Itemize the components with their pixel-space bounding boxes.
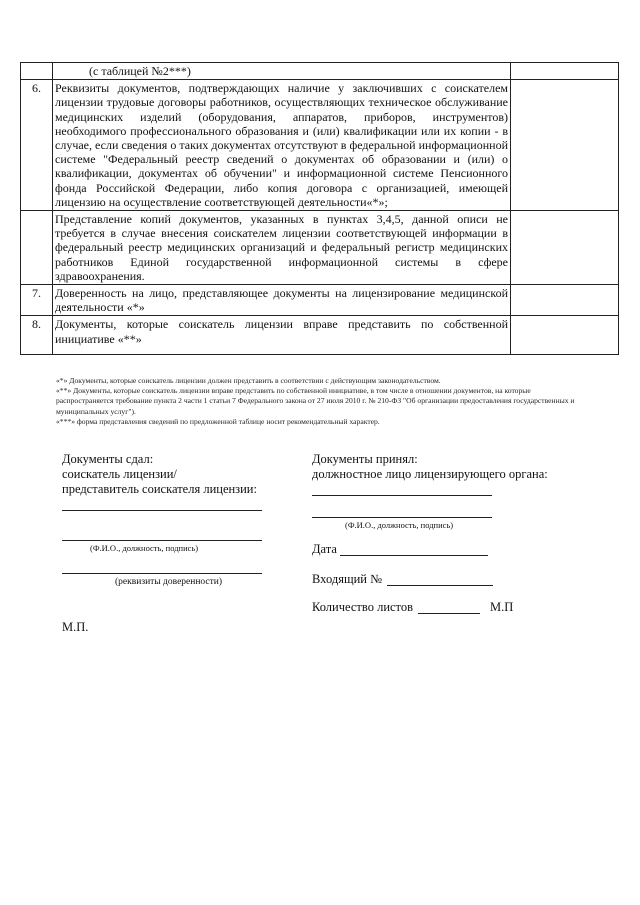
row-note-cell	[511, 63, 619, 80]
footnotes	[56, 376, 584, 427]
received-fio-line	[312, 517, 492, 518]
table-row	[21, 211, 619, 285]
received-incoming-line	[387, 585, 493, 586]
received-title: Документы принял:	[312, 452, 418, 466]
handed-proxy-line	[62, 573, 262, 574]
row-number	[21, 63, 53, 80]
row-text: Документы, которые соискатель лицензии вправе представить по собственной инициативе «**»	[53, 316, 511, 354]
handed-signature-line	[62, 510, 262, 511]
row-number: 8.	[21, 316, 53, 354]
handed-fio-caption: (Ф.И.О., должность, подпись)	[90, 543, 199, 553]
footnote-optional: «**» Документы, которые соискатель лицензии вправе представить по собственной инициативе, в том числе в отношении документов, на которые распространяется требование пункта 2 части 1 статьи 7 Федерального закона от 27 июля 2010 г. № 210-ФЗ "Об организации предоставления государственных и муниципальных услуг").	[56, 386, 575, 416]
received-date-line	[340, 555, 488, 556]
row-note-cell	[511, 316, 619, 354]
table-row	[21, 80, 619, 211]
received-signature-line	[312, 495, 492, 496]
table-row	[21, 316, 619, 354]
handed-line1: соискатель лицензии/	[62, 467, 177, 481]
table-row	[21, 285, 619, 316]
row-number: 6.	[21, 80, 53, 211]
received-block	[312, 452, 592, 482]
received-sheets-line	[418, 613, 480, 614]
row-number	[21, 211, 53, 285]
received-incoming-label: Входящий №	[312, 572, 383, 586]
row-text: Доверенность на лицо, представляющее документы на лицензирование медицинской деятельности «*»	[53, 285, 511, 316]
footnote-form: «***» форма представления сведений по предложенной таблице носит рекомендательный характер.	[56, 416, 380, 426]
row-text: (с таблицей №2***)	[53, 63, 511, 80]
table-row	[21, 63, 619, 80]
handed-fio-line	[62, 540, 262, 541]
handed-block	[62, 452, 302, 497]
received-line1: должностное лицо лицензирующего органа:	[312, 467, 548, 481]
footnote-required: «*» Документы, которые соискатель лицензии должен представить в соответствии с действующим законодательством.	[56, 376, 441, 385]
row-text: Представление копий документов, указанных в пунктах 3,4,5, данной описи не требуется в случае внесения соискателем лицензии соответствующей информации в федеральный реестр медицинских организаций и федеральный регистр медицинских работников Единой государственной информационной системы в сфере здравоохранения.	[53, 211, 511, 285]
received-stamp: М.П	[490, 600, 514, 614]
handed-stamp: М.П.	[62, 620, 89, 634]
row-text: Реквизиты документов, подтверждающих наличие у заключивших с соискателем лицензии трудовые договоры работников, осуществляющих техническое обслуживание медицинских изделий (оборудования, аппаратов, приборов, инструментов) необходимого профессионального образования и (или) квалификации или их копии - в случае, если сведения о таких документах отсутствуют в федеральной информационной системе "Федеральный реестр сведений о документах об образовании и (или) о квалификации, документах об обучении" и информационной системе Пенсионного фонда Российской Федерации, либо копия договора с организацией, имеющей лицензию на осуществление соответствующей деятельности«*»;	[53, 80, 511, 211]
row-note-cell	[511, 211, 619, 285]
row-number: 7.	[21, 285, 53, 316]
handed-title: Документы сдал:	[62, 452, 154, 466]
received-sheets-label: Количество листов	[312, 600, 414, 614]
row-note-cell	[511, 285, 619, 316]
received-fio-caption: (Ф.И.О., должность, подпись)	[345, 520, 454, 530]
handed-line2: представитель соискателя лицензии:	[62, 482, 257, 496]
documents-table	[20, 62, 619, 355]
handed-proxy-caption: (реквизиты доверенности)	[115, 577, 223, 587]
row-note-cell	[511, 80, 619, 211]
received-date-label: Дата	[312, 542, 337, 556]
